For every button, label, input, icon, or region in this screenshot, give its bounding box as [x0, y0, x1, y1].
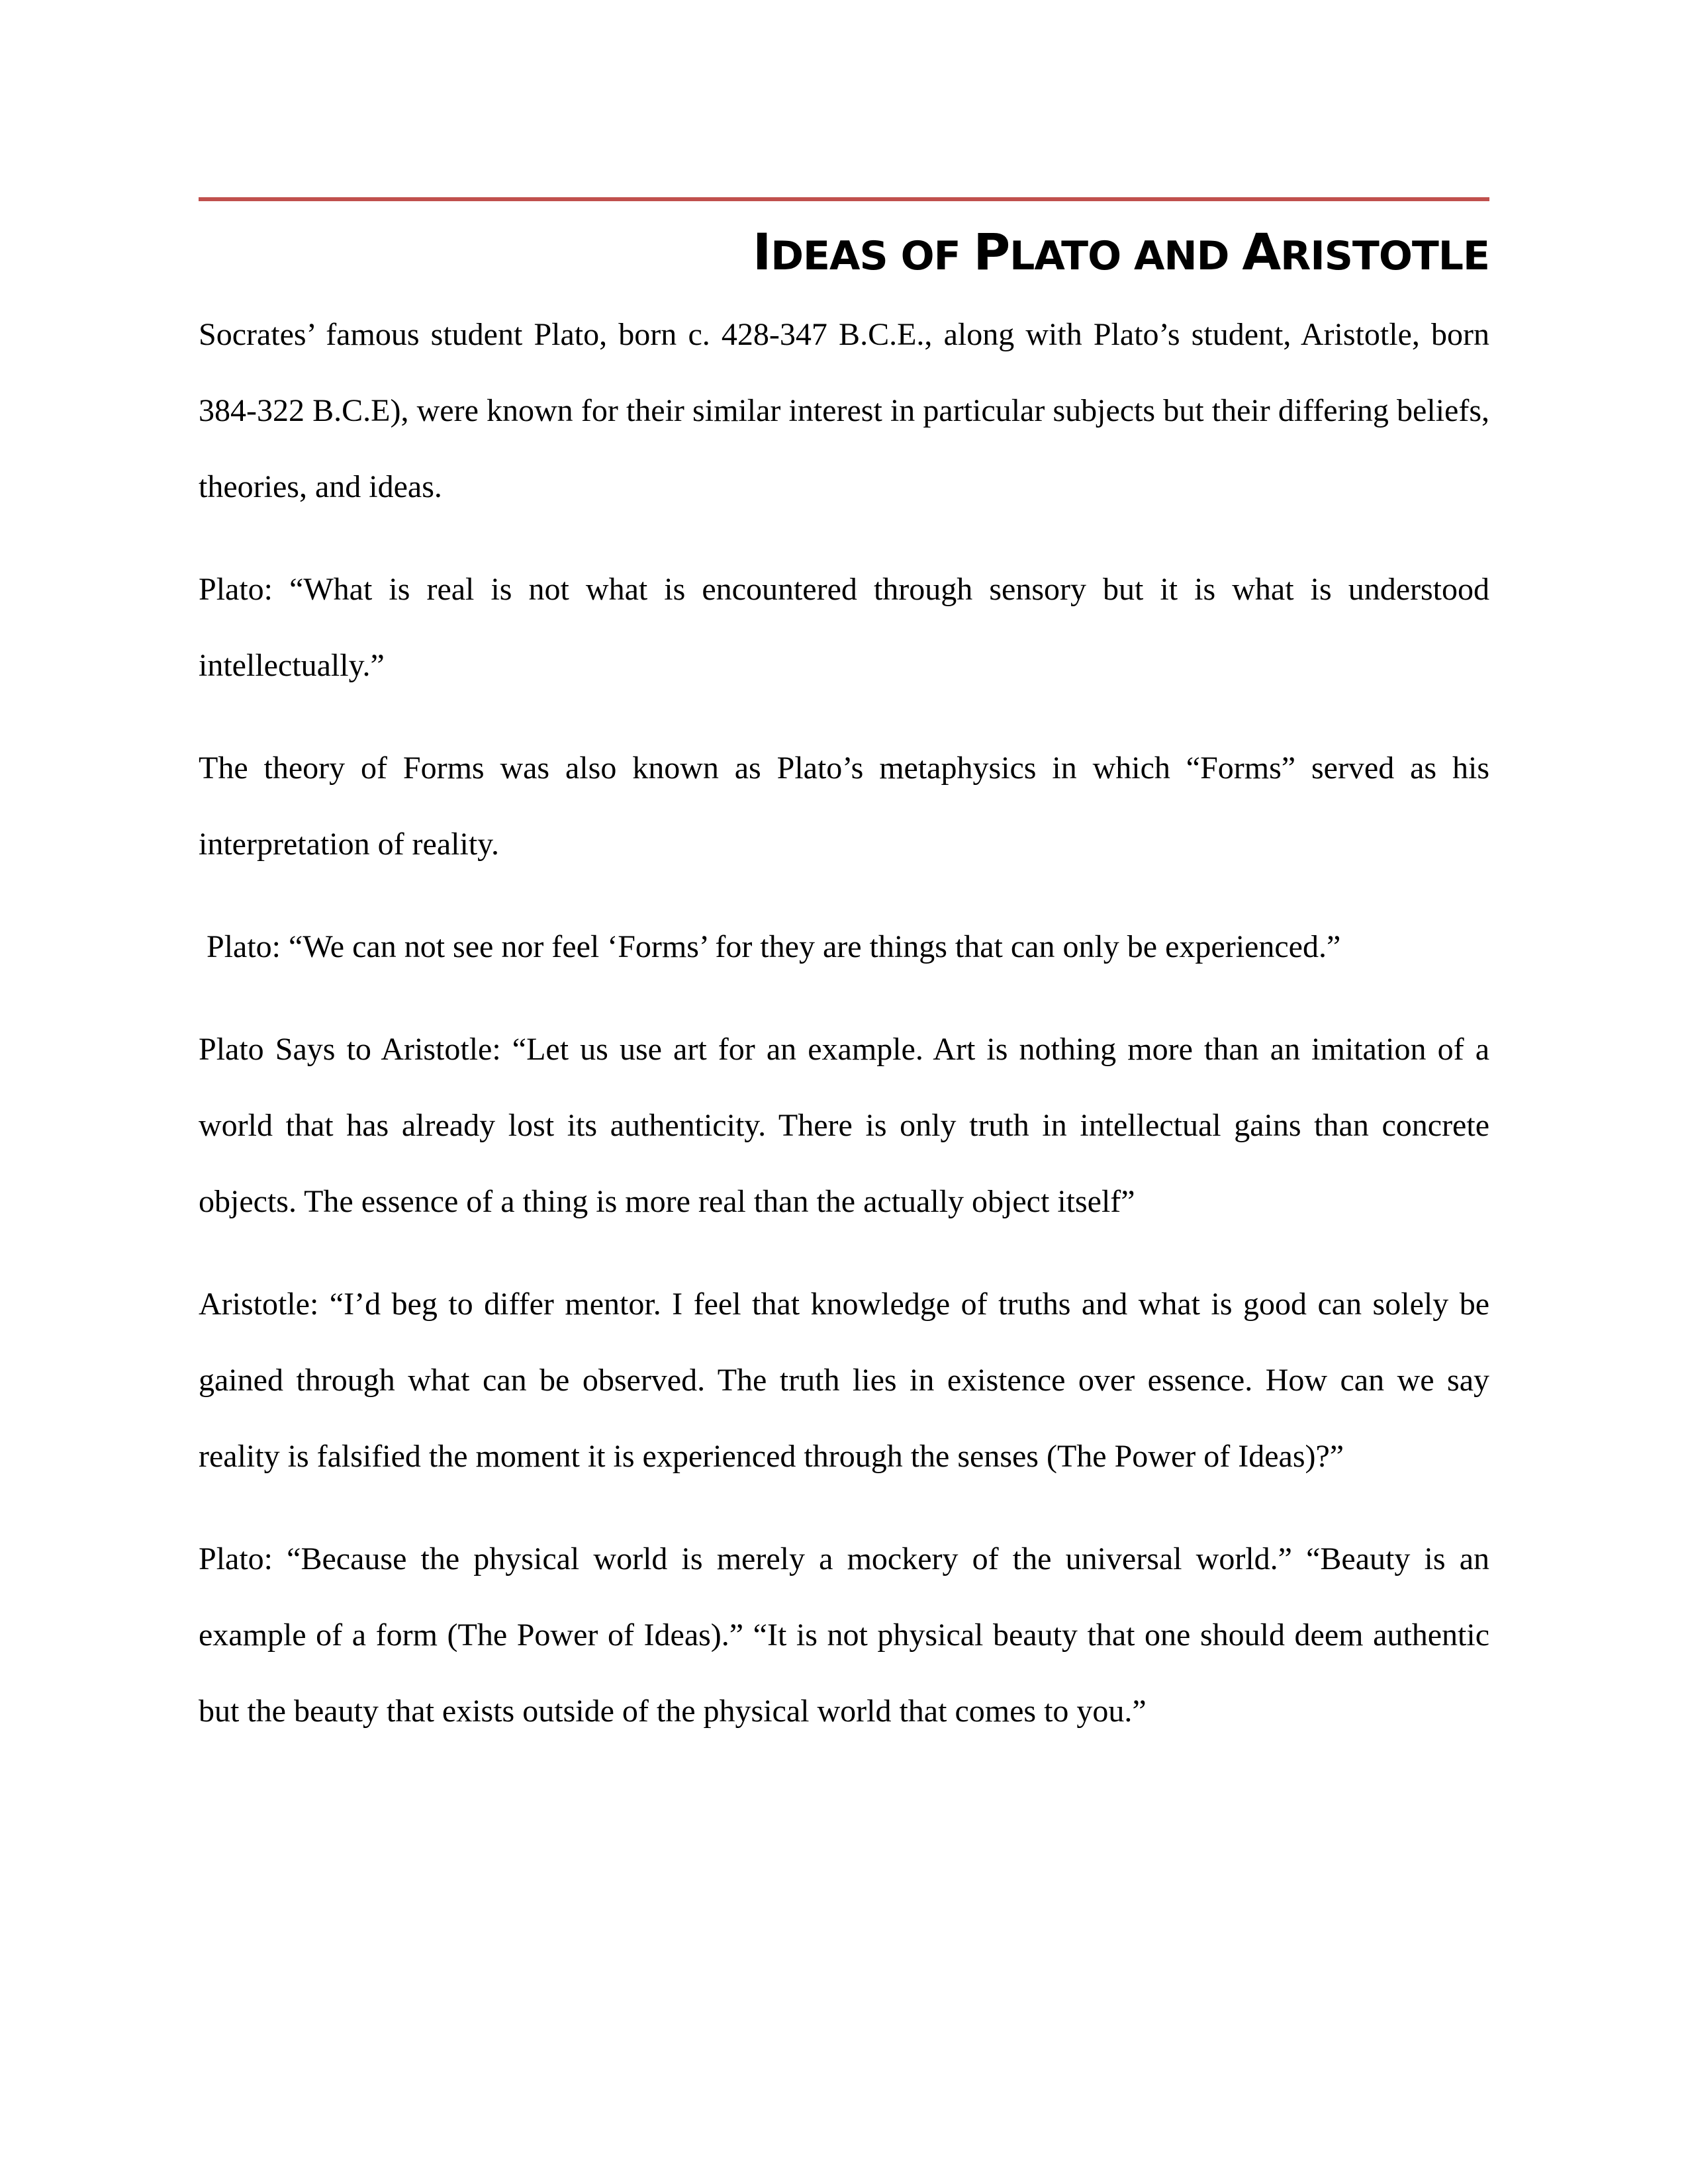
title-rest-2: LATO AND [1009, 233, 1243, 279]
paragraph-plato-to-aristotle: Plato Says to Aristotle: “Let us use art for an example. Art is nothing more than an imitation of a world that has already lost its authenticity. There is only truth in intellectual gains than concrete objects. The essence of a thing is more real than the actually object itself” [199, 1032, 1489, 1219]
title-rule [199, 197, 1489, 201]
title-cap-3: A [1242, 222, 1281, 281]
paragraph-plato-quote-1: Plato: “What is real is not what is encountered through sensory but it is what is understood intellectually.” [199, 572, 1489, 683]
paragraph-intro: Socrates’ famous student Plato, born c. 428-347 B.C.E., along with Plato’s student, Aristotle, born 384-322 B.C.E), were known for their similar interest in particular subjects but their differing beliefs, theories, and ideas. [199, 317, 1489, 504]
page-title [199, 216, 1489, 293]
title-rest-3: RISTOTLE [1280, 233, 1489, 279]
title-rest-1: DEAS OF [771, 233, 974, 279]
paragraph-theory-of-forms: The theory of Forms was also known as Plato’s metaphysics in which “Forms” served as his interpretation of reality. [199, 751, 1489, 862]
title-cap-2: P [973, 222, 1010, 281]
paragraph-plato-quote-2: Plato: “We can not see nor feel ‘Forms’ for they are things that can only be experienced.” [207, 929, 1341, 964]
paragraph-aristotle-reply: Aristotle: “I’d beg to differ mentor. I feel that knowledge of truths and what is good can solely be gained through what can be observed. The truth lies in existence over essence. How can we say reality is falsified the moment it is experienced through the senses (The Power of Ideas)?” [199, 1287, 1489, 1474]
document-body [199, 296, 1489, 1776]
paragraph-plato-reply: Plato: “Because the physical world is merely a mockery of the universal world.” “Beauty is an example of a form (The Power of Ideas).” “It is not physical beauty that one should deem authentic but the beauty that exists outside of the physical world that comes to you.” [199, 1541, 1489, 1729]
title-cap-1: I [752, 222, 771, 281]
